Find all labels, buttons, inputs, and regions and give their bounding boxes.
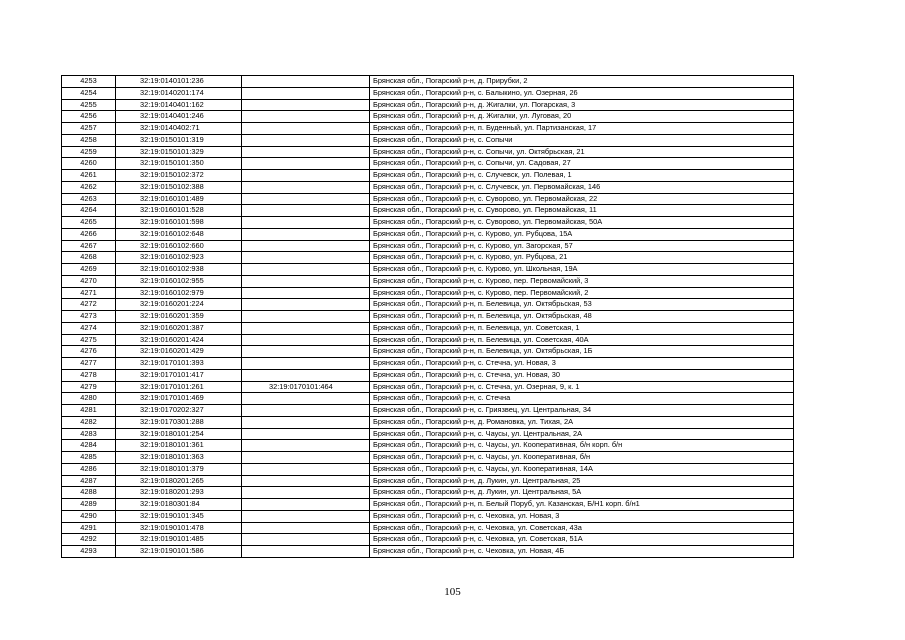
address-cell: Брянская обл., Погарский р-н, д. Романовка, ул. Тихая, 2А	[370, 416, 794, 428]
registry-table-body	[62, 76, 794, 558]
related-cadastral-number-cell	[242, 217, 370, 229]
address-cell: Брянская обл., Погарский р-н, с. Случевск, ул. Полевая, 1	[370, 170, 794, 182]
table-row	[62, 134, 794, 146]
address-cell: Брянская обл., Погарский р-н, с. Чаусы, ул. Кооперативная, б/н	[370, 452, 794, 464]
table-row	[62, 369, 794, 381]
related-cadastral-number-cell	[242, 440, 370, 452]
address-cell: Брянская обл., Погарский р-н, с. Курово, ул. Загорская, 57	[370, 240, 794, 252]
address-cell: Брянская обл., Погарский р-н, д. Лукин, ул. Центральная, 5А	[370, 487, 794, 499]
row-number-cell: 4280	[62, 393, 116, 405]
related-cadastral-number-cell	[242, 134, 370, 146]
table-row	[62, 287, 794, 299]
related-cadastral-number-cell	[242, 334, 370, 346]
address-cell: Брянская обл., Погарский р-н, с. Суворово, ул. Первомайская, 50А	[370, 217, 794, 229]
related-cadastral-number-cell	[242, 287, 370, 299]
row-number-cell: 4264	[62, 205, 116, 217]
cadastral-number-cell: 32:19:0160201:424	[116, 334, 242, 346]
related-cadastral-number-cell	[242, 393, 370, 405]
related-cadastral-number-cell	[242, 358, 370, 370]
cadastral-number-cell: 32:19:0180101:379	[116, 463, 242, 475]
cadastral-number-cell: 32:19:0160101:598	[116, 217, 242, 229]
related-cadastral-number-cell	[242, 87, 370, 99]
table-row	[62, 217, 794, 229]
table-row	[62, 193, 794, 205]
address-cell: Брянская обл., Погарский р-н, п. Белевица, ул. Советская, 1	[370, 322, 794, 334]
cadastral-number-cell: 32:19:0140201:174	[116, 87, 242, 99]
table-row	[62, 475, 794, 487]
related-cadastral-number-cell: 32:19:0170101:464	[242, 381, 370, 393]
address-cell: Брянская обл., Погарский р-н, с. Курово, пер. Первомайский, 2	[370, 287, 794, 299]
row-number-cell: 4261	[62, 170, 116, 182]
table-row	[62, 181, 794, 193]
address-cell: Брянская обл., Погарский р-н, с. Суворово, ул. Первомайская, 11	[370, 205, 794, 217]
row-number-cell: 4284	[62, 440, 116, 452]
related-cadastral-number-cell	[242, 123, 370, 135]
cadastral-number-cell: 32:19:0170101:469	[116, 393, 242, 405]
address-cell: Брянская обл., Погарский р-н, с. Курово, ул. Школьная, 19А	[370, 264, 794, 276]
row-number-cell: 4254	[62, 87, 116, 99]
related-cadastral-number-cell	[242, 146, 370, 158]
cadastral-number-cell: 32:19:0160201:359	[116, 311, 242, 323]
table-row	[62, 393, 794, 405]
cadastral-number-cell: 32:19:0160102:923	[116, 252, 242, 264]
related-cadastral-number-cell	[242, 252, 370, 264]
address-cell: Брянская обл., Погарский р-н, с. Чеховка, ул. Советская, 51А	[370, 534, 794, 546]
related-cadastral-number-cell	[242, 111, 370, 123]
cadastral-number-cell: 32:19:0180101:361	[116, 440, 242, 452]
address-cell: Брянская обл., Погарский р-н, с. Курово, ул. Рубцова, 21	[370, 252, 794, 264]
related-cadastral-number-cell	[242, 428, 370, 440]
address-cell: Брянская обл., Погарский р-н, д. Прирубки, 2	[370, 76, 794, 88]
cadastral-number-cell: 32:19:0180101:254	[116, 428, 242, 440]
related-cadastral-number-cell	[242, 522, 370, 534]
cadastral-number-cell: 32:19:0160101:489	[116, 193, 242, 205]
related-cadastral-number-cell	[242, 346, 370, 358]
row-number-cell: 4281	[62, 405, 116, 417]
cadastral-number-cell: 32:19:0160201:387	[116, 322, 242, 334]
address-cell: Брянская обл., Погарский р-н, с. Гриязвец, ул. Центральная, 34	[370, 405, 794, 417]
address-cell: Брянская обл., Погарский р-н, с. Чеховка, ул. Новая, 4Б	[370, 546, 794, 558]
row-number-cell: 4274	[62, 322, 116, 334]
related-cadastral-number-cell	[242, 463, 370, 475]
related-cadastral-number-cell	[242, 322, 370, 334]
address-cell: Брянская обл., Погарский р-н, д. Жигалки, ул. Погарская, 3	[370, 99, 794, 111]
address-cell: Брянская обл., Погарский р-н, с. Стечна	[370, 393, 794, 405]
table-row	[62, 405, 794, 417]
cadastral-number-cell: 32:19:0190101:345	[116, 510, 242, 522]
address-cell: Брянская обл., Погарский р-н, п. Белевица, ул. Октябрьская, 1Б	[370, 346, 794, 358]
cadastral-number-cell: 32:19:0180201:265	[116, 475, 242, 487]
address-cell: Брянская обл., Погарский р-н, с. Чаусы, ул. Центральная, 2А	[370, 428, 794, 440]
table-row	[62, 311, 794, 323]
related-cadastral-number-cell	[242, 475, 370, 487]
related-cadastral-number-cell	[242, 228, 370, 240]
address-cell: Брянская обл., Погарский р-н, с. Чеховка, ул. Советская, 43а	[370, 522, 794, 534]
row-number-cell: 4283	[62, 428, 116, 440]
row-number-cell: 4257	[62, 123, 116, 135]
cadastral-number-cell: 32:19:0140401:162	[116, 99, 242, 111]
table-row	[62, 252, 794, 264]
table-row	[62, 334, 794, 346]
registry-table	[61, 75, 794, 558]
related-cadastral-number-cell	[242, 405, 370, 417]
cadastral-number-cell: 32:19:0190101:485	[116, 534, 242, 546]
address-cell: Брянская обл., Погарский р-н, с. Стечна, ул. Новая, 30	[370, 369, 794, 381]
related-cadastral-number-cell	[242, 275, 370, 287]
cadastral-number-cell: 32:19:0150102:372	[116, 170, 242, 182]
row-number-cell: 4286	[62, 463, 116, 475]
address-cell: Брянская обл., Погарский р-н, п. Белевица, ул. Октябрьская, 53	[370, 299, 794, 311]
cadastral-number-cell: 32:19:0160102:660	[116, 240, 242, 252]
cadastral-number-cell: 32:19:0170101:417	[116, 369, 242, 381]
cadastral-number-cell: 32:19:0140101:236	[116, 76, 242, 88]
address-cell: Брянская обл., Погарский р-н, с. Случевск, ул. Первомайская, 146	[370, 181, 794, 193]
cadastral-number-cell: 32:19:0170301:288	[116, 416, 242, 428]
table-row	[62, 487, 794, 499]
row-number-cell: 4275	[62, 334, 116, 346]
row-number-cell: 4272	[62, 299, 116, 311]
table-row	[62, 499, 794, 511]
cadastral-number-cell: 32:19:0170202:327	[116, 405, 242, 417]
row-number-cell: 4279	[62, 381, 116, 393]
related-cadastral-number-cell	[242, 369, 370, 381]
related-cadastral-number-cell	[242, 181, 370, 193]
related-cadastral-number-cell	[242, 158, 370, 170]
table-row	[62, 546, 794, 558]
row-number-cell: 4285	[62, 452, 116, 464]
cadastral-number-cell: 32:19:0170101:393	[116, 358, 242, 370]
address-cell: Брянская обл., Погарский р-н, с. Сопычи	[370, 134, 794, 146]
row-number-cell: 4269	[62, 264, 116, 276]
cadastral-number-cell: 32:19:0150102:388	[116, 181, 242, 193]
cadastral-number-cell: 32:19:0140401:246	[116, 111, 242, 123]
address-cell: Брянская обл., Погарский р-н, д. Лукин, ул. Центральная, 25	[370, 475, 794, 487]
row-number-cell: 4282	[62, 416, 116, 428]
cadastral-number-cell: 32:19:0150101:319	[116, 134, 242, 146]
related-cadastral-number-cell	[242, 546, 370, 558]
cadastral-number-cell: 32:19:0160102:955	[116, 275, 242, 287]
table-row	[62, 228, 794, 240]
cadastral-number-cell: 32:19:0180101:363	[116, 452, 242, 464]
address-cell: Брянская обл., Погарский р-н, с. Сопычи, ул. Октябрьская, 21	[370, 146, 794, 158]
row-number-cell: 4255	[62, 99, 116, 111]
related-cadastral-number-cell	[242, 170, 370, 182]
table-row	[62, 428, 794, 440]
table-row	[62, 440, 794, 452]
row-number-cell: 4258	[62, 134, 116, 146]
row-number-cell: 4259	[62, 146, 116, 158]
related-cadastral-number-cell	[242, 193, 370, 205]
table-row	[62, 87, 794, 99]
related-cadastral-number-cell	[242, 240, 370, 252]
related-cadastral-number-cell	[242, 499, 370, 511]
cadastral-number-cell: 32:19:0190101:478	[116, 522, 242, 534]
cadastral-number-cell: 32:19:0160201:224	[116, 299, 242, 311]
row-number-cell: 4262	[62, 181, 116, 193]
cadastral-number-cell: 32:19:0160101:528	[116, 205, 242, 217]
row-number-cell: 4268	[62, 252, 116, 264]
cadastral-number-cell: 32:19:0160102:648	[116, 228, 242, 240]
row-number-cell: 4256	[62, 111, 116, 123]
table-row	[62, 111, 794, 123]
address-cell: Брянская обл., Погарский р-н, п. Белевица, ул. Октябрьская, 48	[370, 311, 794, 323]
row-number-cell: 4265	[62, 217, 116, 229]
address-cell: Брянская обл., Погарский р-н, с. Чаусы, ул. Кооперативная, б/н корп. б/н	[370, 440, 794, 452]
row-number-cell: 4277	[62, 358, 116, 370]
cadastral-number-cell: 32:19:0160102:938	[116, 264, 242, 276]
address-cell: Брянская обл., Погарский р-н, с. Балыкино, ул. Озерная, 26	[370, 87, 794, 99]
table-row	[62, 346, 794, 358]
table-row	[62, 381, 794, 393]
related-cadastral-number-cell	[242, 99, 370, 111]
cadastral-number-cell: 32:19:0170101:261	[116, 381, 242, 393]
cadastral-number-cell: 32:19:0180301:84	[116, 499, 242, 511]
address-cell: Брянская обл., Погарский р-н, с. Курово, пер. Первомайский, 3	[370, 275, 794, 287]
table-row	[62, 463, 794, 475]
table-row	[62, 170, 794, 182]
address-cell: Брянская обл., Погарский р-н, с. Чеховка, ул. Новая, 3	[370, 510, 794, 522]
table-row	[62, 205, 794, 217]
related-cadastral-number-cell	[242, 311, 370, 323]
table-row	[62, 146, 794, 158]
related-cadastral-number-cell	[242, 487, 370, 499]
row-number-cell: 4260	[62, 158, 116, 170]
row-number-cell: 4271	[62, 287, 116, 299]
table-row	[62, 522, 794, 534]
address-cell: Брянская обл., Погарский р-н, п. Буденный, ул. Партизанская, 17	[370, 123, 794, 135]
related-cadastral-number-cell	[242, 76, 370, 88]
row-number-cell: 4290	[62, 510, 116, 522]
cadastral-number-cell: 32:19:0150101:350	[116, 158, 242, 170]
table-row	[62, 299, 794, 311]
table-row	[62, 264, 794, 276]
table-row	[62, 510, 794, 522]
related-cadastral-number-cell	[242, 416, 370, 428]
address-cell: Брянская обл., Погарский р-н, с. Курово, ул. Рубцова, 15А	[370, 228, 794, 240]
related-cadastral-number-cell	[242, 534, 370, 546]
row-number-cell: 4292	[62, 534, 116, 546]
row-number-cell: 4273	[62, 311, 116, 323]
related-cadastral-number-cell	[242, 205, 370, 217]
related-cadastral-number-cell	[242, 264, 370, 276]
row-number-cell: 4253	[62, 76, 116, 88]
table-row	[62, 322, 794, 334]
table-row	[62, 416, 794, 428]
cadastral-number-cell: 32:19:0160201:429	[116, 346, 242, 358]
table-row	[62, 534, 794, 546]
row-number-cell: 4266	[62, 228, 116, 240]
row-number-cell: 4293	[62, 546, 116, 558]
address-cell: Брянская обл., Погарский р-н, п. Белевица, ул. Советская, 40А	[370, 334, 794, 346]
table-row	[62, 275, 794, 287]
table-row	[62, 123, 794, 135]
row-number-cell: 4267	[62, 240, 116, 252]
row-number-cell: 4278	[62, 369, 116, 381]
cadastral-number-cell: 32:19:0140402:71	[116, 123, 242, 135]
table-row	[62, 358, 794, 370]
related-cadastral-number-cell	[242, 510, 370, 522]
row-number-cell: 4287	[62, 475, 116, 487]
table-row	[62, 240, 794, 252]
table-row	[62, 158, 794, 170]
address-cell: Брянская обл., Погарский р-н, с. Стечна, ул. Новая, 3	[370, 358, 794, 370]
cadastral-number-cell: 32:19:0190101:586	[116, 546, 242, 558]
page-number: 105	[444, 586, 461, 598]
row-number-cell: 4276	[62, 346, 116, 358]
row-number-cell: 4263	[62, 193, 116, 205]
table-row	[62, 99, 794, 111]
address-cell: Брянская обл., Погарский р-н, с. Стечна, ул. Озерная, 9, к. 1	[370, 381, 794, 393]
address-cell: Брянская обл., Погарский р-н, с. Суворово, ул. Первомайская, 22	[370, 193, 794, 205]
table-row	[62, 452, 794, 464]
cadastral-number-cell: 32:19:0160102:979	[116, 287, 242, 299]
row-number-cell: 4270	[62, 275, 116, 287]
related-cadastral-number-cell	[242, 452, 370, 464]
address-cell: Брянская обл., Погарский р-н, с. Чаусы, ул. Кооперативная, 14А	[370, 463, 794, 475]
address-cell: Брянская обл., Погарский р-н, п. Белый Поруб, ул. Казанская, Б/Н1 корп. б/н1	[370, 499, 794, 511]
cadastral-number-cell: 32:19:0180201:293	[116, 487, 242, 499]
row-number-cell: 4288	[62, 487, 116, 499]
table-row	[62, 76, 794, 88]
row-number-cell: 4289	[62, 499, 116, 511]
address-cell: Брянская обл., Погарский р-н, д. Жигалки, ул. Луговая, 20	[370, 111, 794, 123]
cadastral-number-cell: 32:19:0150101:329	[116, 146, 242, 158]
related-cadastral-number-cell	[242, 299, 370, 311]
row-number-cell: 4291	[62, 522, 116, 534]
address-cell: Брянская обл., Погарский р-н, с. Сопычи, ул. Садовая, 27	[370, 158, 794, 170]
